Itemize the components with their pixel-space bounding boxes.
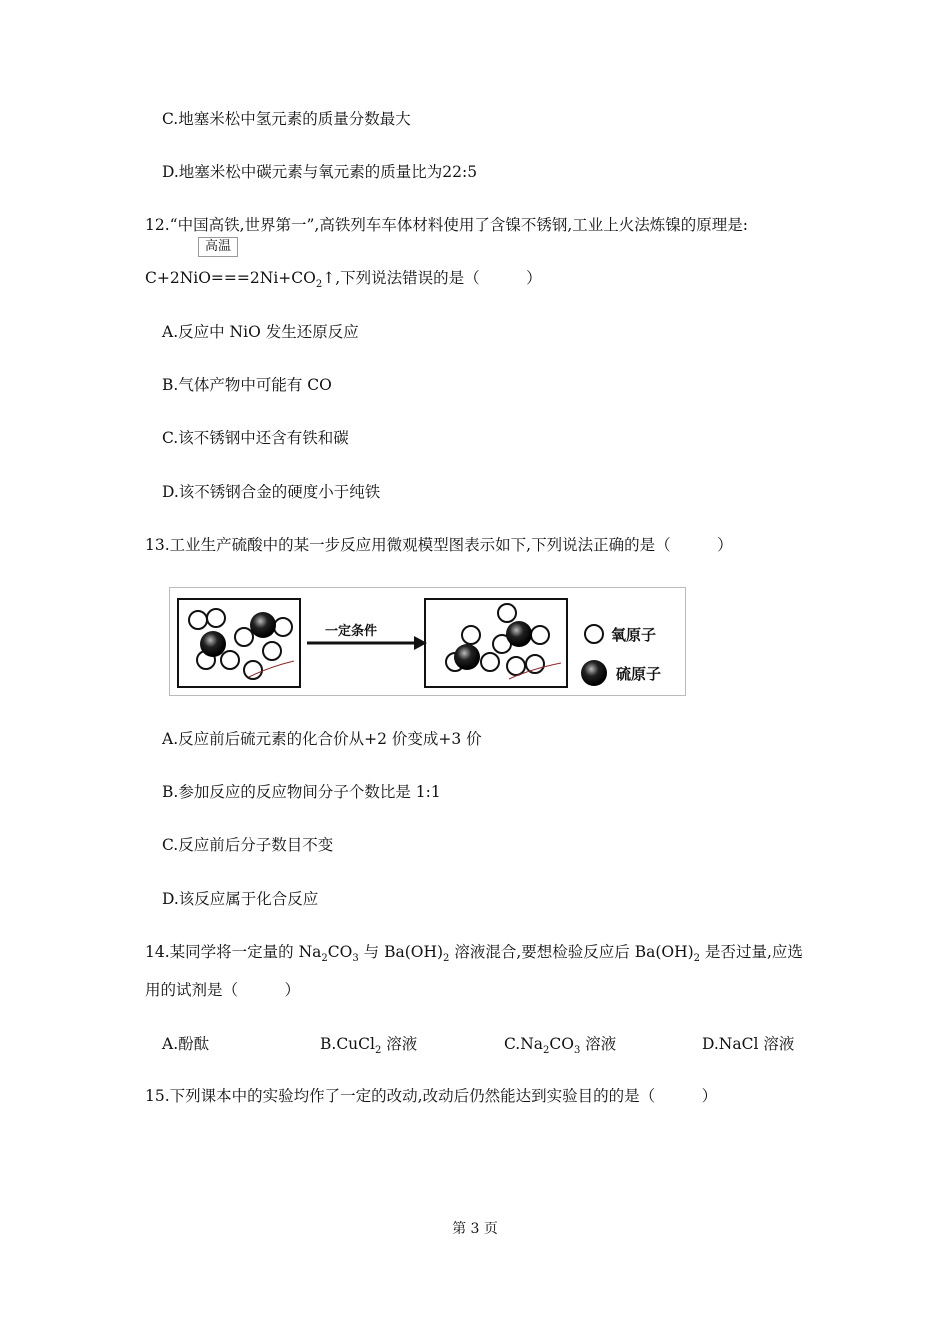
q11-option-d: D.地塞米松中碳元素与氧元素的质量比为22:5 [162, 163, 478, 181]
q12-option-c: C.该不锈钢中还含有铁和碳 [162, 429, 349, 447]
legend-oxygen: 氧原子 [611, 626, 657, 644]
q14-option-b: B.CuCl$_2$ 溶液 [320, 1035, 418, 1056]
page-footer: 第 3 页 [452, 1221, 498, 1237]
micro-model-figure [169, 587, 686, 701]
legend-sulfur: 硫原子 [616, 665, 662, 683]
q13-stem: 13.工业生产硫酸中的某一步反应用微观模型图表示如下,下列说法正确的是（ ） [145, 536, 733, 554]
q15-stem: 15.下列课本中的实验均作了一定的改动,改动后仍然能达到实验目的的是（ ） [145, 1087, 718, 1105]
q13-option-b: B.参加反应的反应物间分子个数比是 1:1 [162, 783, 441, 801]
sulfur-atom [250, 612, 276, 638]
arrow-label: 一定条件 [325, 624, 378, 639]
q12-option-b: B.气体产物中可能有 CO [162, 376, 332, 394]
q12-option-a: A.反应中 NiO 发生还原反应 [162, 323, 359, 341]
q12-equation: $C+2NiO===2Ni+CO_2↑$,下列说法错误的是（ ） [145, 269, 542, 290]
sulfur-legend-icon [581, 660, 607, 686]
q14-stem-line1: 14.某同学将一定量的 $Na_2CO_3$ 与 $Ba(OH)_2$ 溶液混合,要想检验反应后 $Ba(OH)_2$ 是否过量,应选 [145, 943, 803, 964]
q13-option-d: D.该反应属于化合反应 [162, 890, 319, 908]
q14-stem-line2: 用的试剂是（ ） [145, 981, 301, 999]
q12-stem: 12.“中国高铁,世界第一”,高铁列车车体材料使用了含镍不锈钢,工业上火法炼镍的原理是: [145, 216, 749, 234]
q14-option-c: $C.Na_2CO_3$ 溶液 [504, 1035, 617, 1056]
q14-option-a: A.酚酞 [162, 1035, 210, 1053]
oxygen-legend-icon [585, 625, 603, 643]
q12-option-d: D.该不锈钢合金的硬度小于纯铁 [162, 483, 381, 501]
sulfur-atom [200, 631, 226, 657]
sulfur-atom [454, 644, 480, 670]
reaction-condition: 高温 [198, 237, 238, 257]
q14-option-d: D.NaCl 溶液 [702, 1035, 795, 1053]
sulfur-atom [506, 621, 532, 647]
q11-option-c: C.地塞米松中氢元素的质量分数最大 [162, 110, 411, 128]
q13-option-c: C.反应前后分子数目不变 [162, 836, 334, 854]
q13-option-a: A.反应前后硫元素的化合价从+2 价变成+3 价 [162, 730, 482, 748]
